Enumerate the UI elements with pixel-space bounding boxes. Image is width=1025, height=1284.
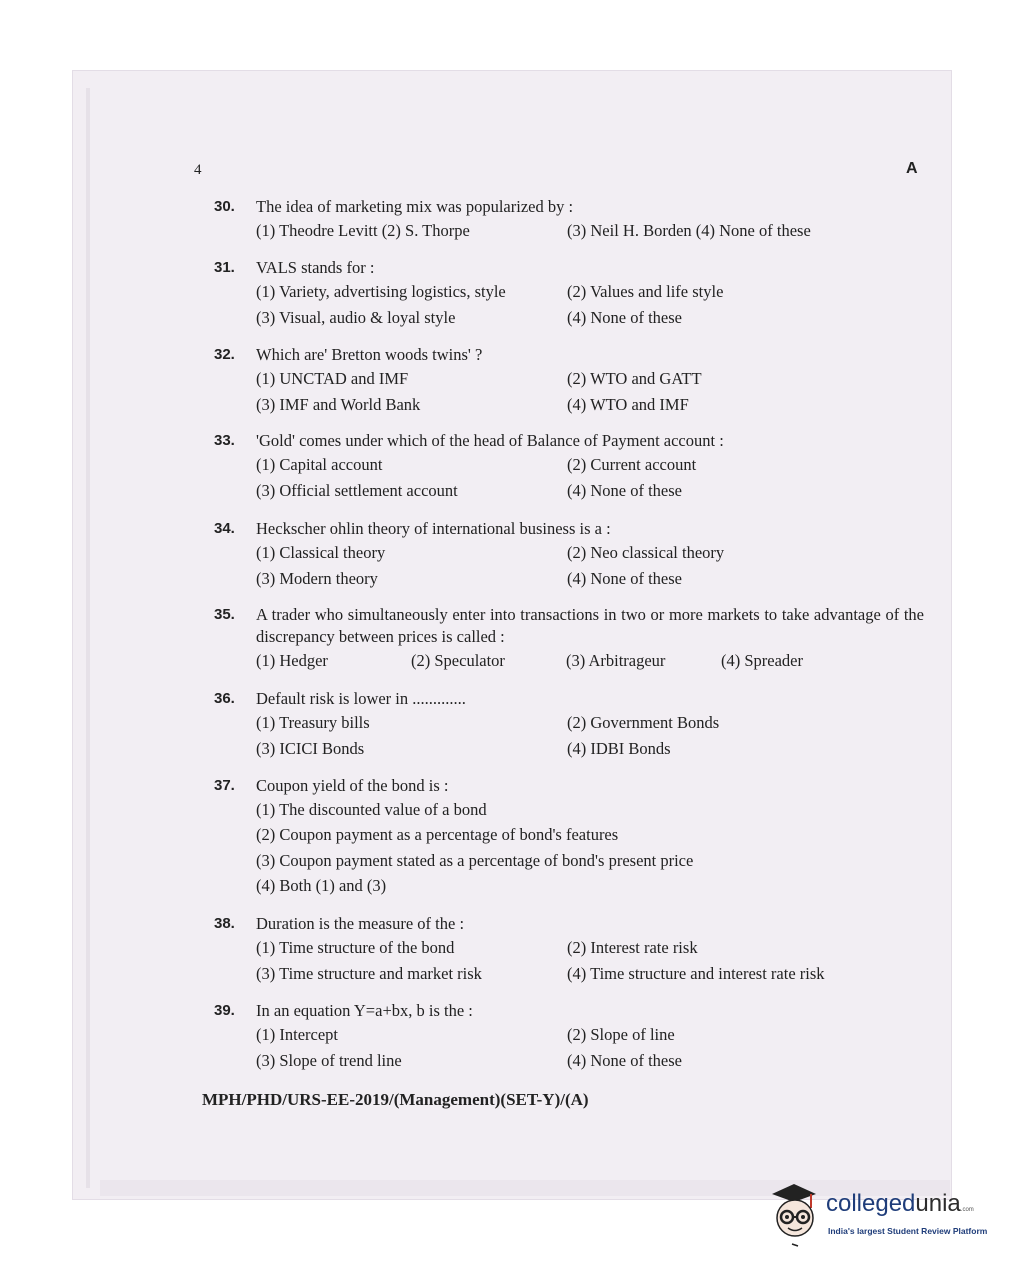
- option: (1) Theodre Levitt (2) S. Thorpe: [256, 221, 470, 240]
- logo-name-2: unia: [915, 1190, 961, 1217]
- question-36: [214, 688, 924, 762]
- option: (2) Values and life style: [567, 282, 724, 301]
- question-text: VALS stands for :: [256, 258, 375, 277]
- question-number: 39.: [214, 1002, 235, 1019]
- option: (3) Visual, audio & loyal style: [256, 308, 456, 327]
- logo-suffix: .com: [960, 1207, 974, 1213]
- option: (1) Hedger: [256, 651, 328, 670]
- option: (3) Neil H. Borden (4) None of these: [567, 221, 811, 240]
- logo-name-1: colleged: [826, 1190, 916, 1217]
- question-text: Duration is the measure of the :: [256, 914, 465, 933]
- question-37: [214, 775, 924, 899]
- option: (1) Treasury bills: [256, 713, 370, 732]
- question-text: Which are' Bretton woods twins' ?: [256, 345, 483, 364]
- question-number: 30.: [214, 198, 235, 215]
- option: (4) WTO and IMF: [567, 395, 689, 414]
- option: (2) Speculator: [411, 651, 505, 670]
- option: (2) Coupon payment as a percentage of bond's features: [256, 825, 619, 845]
- option: (1) Variety, advertising logistics, style: [256, 282, 506, 301]
- option: (2) Interest rate risk: [567, 938, 698, 957]
- option: (4) None of these: [567, 1051, 683, 1070]
- question-number: 33.: [214, 432, 235, 449]
- question-38: [214, 913, 924, 987]
- question-31: [214, 257, 924, 331]
- option: (4) Both (1) and (3): [256, 876, 387, 896]
- option: (1) Classical theory: [256, 543, 386, 562]
- option: (4) IDBI Bonds: [567, 739, 671, 758]
- option: (4) None of these: [567, 308, 683, 327]
- question-text: 'Gold' comes under which of the head of Balance of Payment account :: [256, 431, 724, 450]
- option: (3) ICICI Bonds: [256, 739, 365, 758]
- option: (3) Modern theory: [256, 569, 378, 588]
- set-letter: A: [906, 160, 918, 177]
- option: (2) Neo classical theory: [567, 543, 725, 562]
- question-number: 37.: [214, 777, 235, 794]
- question-text: Heckscher ohlin theory of international business is a :: [256, 519, 611, 538]
- question-number: 34.: [214, 520, 235, 537]
- question-number: 32.: [214, 346, 235, 363]
- question-number: 38.: [214, 915, 235, 932]
- question-text: A trader who simultaneously enter into transactions in two or more markets to take advantage of the discrepancy between prices is called :: [256, 605, 924, 646]
- question-text: In an equation Y=a+bx, b is the :: [256, 1001, 473, 1020]
- option: (1) UNCTAD and IMF: [256, 369, 409, 388]
- logo-tagline: India's largest Student Review Platform: [828, 1226, 988, 1236]
- page-number: 4: [194, 162, 202, 178]
- option: (3) IMF and World Bank: [256, 395, 421, 414]
- option: (3) Slope of trend line: [256, 1051, 402, 1070]
- mascot-icon: [766, 1180, 824, 1250]
- option: (1) Intercept: [256, 1025, 338, 1044]
- question-30: [214, 196, 924, 244]
- option: (4) None of these: [567, 569, 683, 588]
- sheet-edge: [86, 88, 90, 1188]
- question-number: 31.: [214, 259, 235, 276]
- option: (2) Slope of line: [567, 1025, 675, 1044]
- option: (3) Arbitrageur: [566, 651, 666, 670]
- option: (2) Current account: [567, 455, 697, 474]
- option: (1) Time structure of the bond: [256, 938, 455, 957]
- question-35: [214, 604, 924, 674]
- option: (4) Spreader: [721, 651, 804, 670]
- option: (1) The discounted value of a bond: [256, 799, 487, 819]
- collegedunia-watermark: [766, 1180, 996, 1260]
- option: (3) Time structure and market risk: [256, 964, 482, 983]
- option: (2) Government Bonds: [567, 713, 720, 732]
- option: (4) None of these: [567, 481, 683, 500]
- option: (3) Coupon payment stated as a percentage of bond's present price: [256, 850, 694, 870]
- question-34: [214, 518, 924, 592]
- option: (4) Time structure and interest rate risk: [567, 964, 825, 983]
- paper-code: MPH/PHD/URS-EE-2019/(Management)(SET-Y)/(A): [202, 1090, 589, 1109]
- question-33: [214, 430, 924, 504]
- question-text: The idea of marketing mix was popularized by :: [256, 197, 574, 216]
- question-text: Coupon yield of the bond is :: [256, 776, 449, 795]
- option: (1) Capital account: [256, 455, 383, 474]
- question-number: 36.: [214, 690, 235, 707]
- question-39: [214, 1000, 924, 1074]
- question-32: [214, 344, 924, 418]
- option: (2) WTO and GATT: [567, 369, 702, 388]
- question-text: Default risk is lower in .............: [256, 689, 466, 708]
- option: (3) Official settlement account: [256, 481, 458, 500]
- question-number: 35.: [214, 606, 235, 623]
